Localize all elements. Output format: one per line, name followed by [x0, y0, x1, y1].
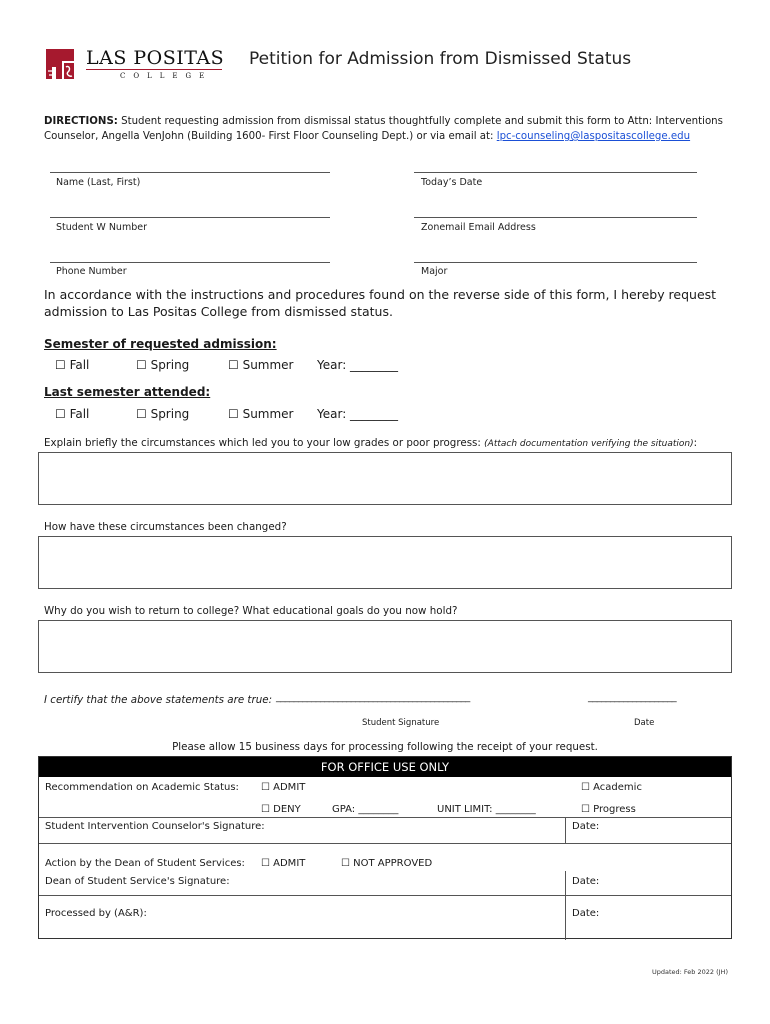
semester-requested-heading: Semester of requested admission:	[44, 337, 277, 351]
logo-rule	[86, 69, 222, 70]
request-statement: In accordance with the instructions and procedures found on the reverse side of this form, I hereby request admission to Las Positas College from dismissed status.	[44, 287, 717, 319]
last-semester-heading: Last semester attended:	[44, 385, 211, 399]
progress-checkbox[interactable]: ☐ Progress	[581, 804, 636, 815]
name-label: Name (Last, First)	[56, 177, 141, 188]
logo-sub: COLLEGE	[120, 72, 213, 80]
directions-text: Student requesting admission from dismissal status thoughtfully complete and submit this form to Attn: Interventions Counselor, Angella VenJohn (Building 1600- First Floor Counseling Dept.) or via email at:	[44, 116, 723, 142]
question-circumstances	[44, 437, 697, 449]
directions	[44, 114, 734, 144]
major-line[interactable]	[414, 262, 697, 263]
processed-date-label: Date:	[572, 908, 600, 919]
dean-date-label: Date:	[572, 876, 600, 887]
college-logo	[44, 47, 76, 81]
office-divider	[565, 817, 566, 843]
phone-label: Phone Number	[56, 266, 127, 277]
gpa-field[interactable]: GPA: ________	[332, 804, 399, 815]
dean-signature-label: Dean of Student Service's Signature:	[45, 876, 230, 887]
student-date-line[interactable]: ____________________	[588, 692, 677, 703]
processed-by-label: Processed by (A&R):	[45, 908, 147, 919]
requested-spring-checkbox[interactable]: ☐ Spring	[136, 358, 190, 372]
student-signature-line[interactable]: ____________________________________________	[276, 692, 470, 703]
question-changed: How have these circumstances been changed?	[44, 521, 287, 533]
question-goals: Why do you wish to return to college? What educational goals do you now hold?	[44, 605, 458, 617]
phone-line[interactable]	[50, 262, 330, 263]
page-title: Petition for Admission from Dismissed Status	[249, 49, 632, 69]
dean-admit-checkbox[interactable]: ☐ ADMIT	[261, 858, 306, 869]
office-divider	[39, 895, 731, 896]
goals-answer-box[interactable]	[38, 620, 732, 673]
certify-statement: I certify that the above statements are true:	[44, 694, 273, 706]
last-summer-checkbox[interactable]: ☐ Summer	[228, 407, 294, 421]
last-year-field[interactable]: Year: ________	[317, 407, 399, 421]
counselor-signature-label: Student Intervention Counselor's Signature:	[45, 821, 265, 832]
major-label: Major	[421, 266, 448, 277]
requested-summer-checkbox[interactable]: ☐ Summer	[228, 358, 294, 372]
student-signature-label: Student Signature	[362, 718, 440, 728]
question-circumstances-end: :	[693, 437, 698, 449]
updated-note: Updated: Feb 2022 (JH)	[652, 968, 728, 976]
office-divider	[565, 871, 566, 940]
counselor-date-label: Date:	[572, 821, 600, 832]
office-use-section	[38, 756, 732, 939]
unit-limit-field[interactable]: UNIT LIMIT: ________	[437, 804, 536, 815]
not-approved-checkbox[interactable]: ☐ NOT APPROVED	[341, 858, 433, 869]
zonemail-line[interactable]	[414, 217, 697, 218]
office-divider	[39, 843, 731, 844]
college-seal-icon	[44, 47, 76, 81]
counseling-email-link[interactable]: lpc-counseling@laspositascollege.edu	[496, 131, 691, 142]
recommendation-label: Recommendation on Academic Status:	[45, 782, 239, 793]
academic-checkbox[interactable]: ☐ Academic	[581, 782, 642, 793]
name-line[interactable]	[50, 172, 330, 173]
directions-label: DIRECTIONS:	[44, 116, 118, 127]
changed-answer-box[interactable]	[38, 536, 732, 589]
recommend-deny-checkbox[interactable]: ☐ DENY	[261, 804, 301, 815]
office-use-heading: FOR OFFICE USE ONLY	[39, 757, 731, 777]
question-circumstances-text: Explain briefly the circumstances which led you to your low grades or poor progress:	[44, 437, 481, 449]
requested-fall-checkbox[interactable]: ☐ Fall	[55, 358, 90, 372]
student-w-label: Student W Number	[56, 222, 147, 233]
recommend-admit-checkbox[interactable]: ☐ ADMIT	[261, 782, 306, 793]
dean-action-label: Action by the Dean of Student Services:	[45, 858, 245, 869]
zonemail-label: Zonemail Email Address	[421, 222, 536, 233]
last-spring-checkbox[interactable]: ☐ Spring	[136, 407, 190, 421]
processing-notice: Please allow 15 business days for processing following the receipt of your request.	[172, 741, 598, 753]
logo-name: LAS POSITAS	[86, 47, 225, 69]
student-date-label: Date	[634, 718, 655, 728]
requested-year-field[interactable]: Year: ________	[317, 358, 399, 372]
office-divider	[39, 817, 731, 818]
circumstances-answer-box[interactable]	[38, 452, 732, 505]
today-date-label: Today’s Date	[421, 177, 483, 188]
last-fall-checkbox[interactable]: ☐ Fall	[55, 407, 90, 421]
student-w-line[interactable]	[50, 217, 330, 218]
question-circumstances-note: (Attach documentation verifying the situation)	[484, 439, 694, 449]
today-date-line[interactable]	[414, 172, 697, 173]
